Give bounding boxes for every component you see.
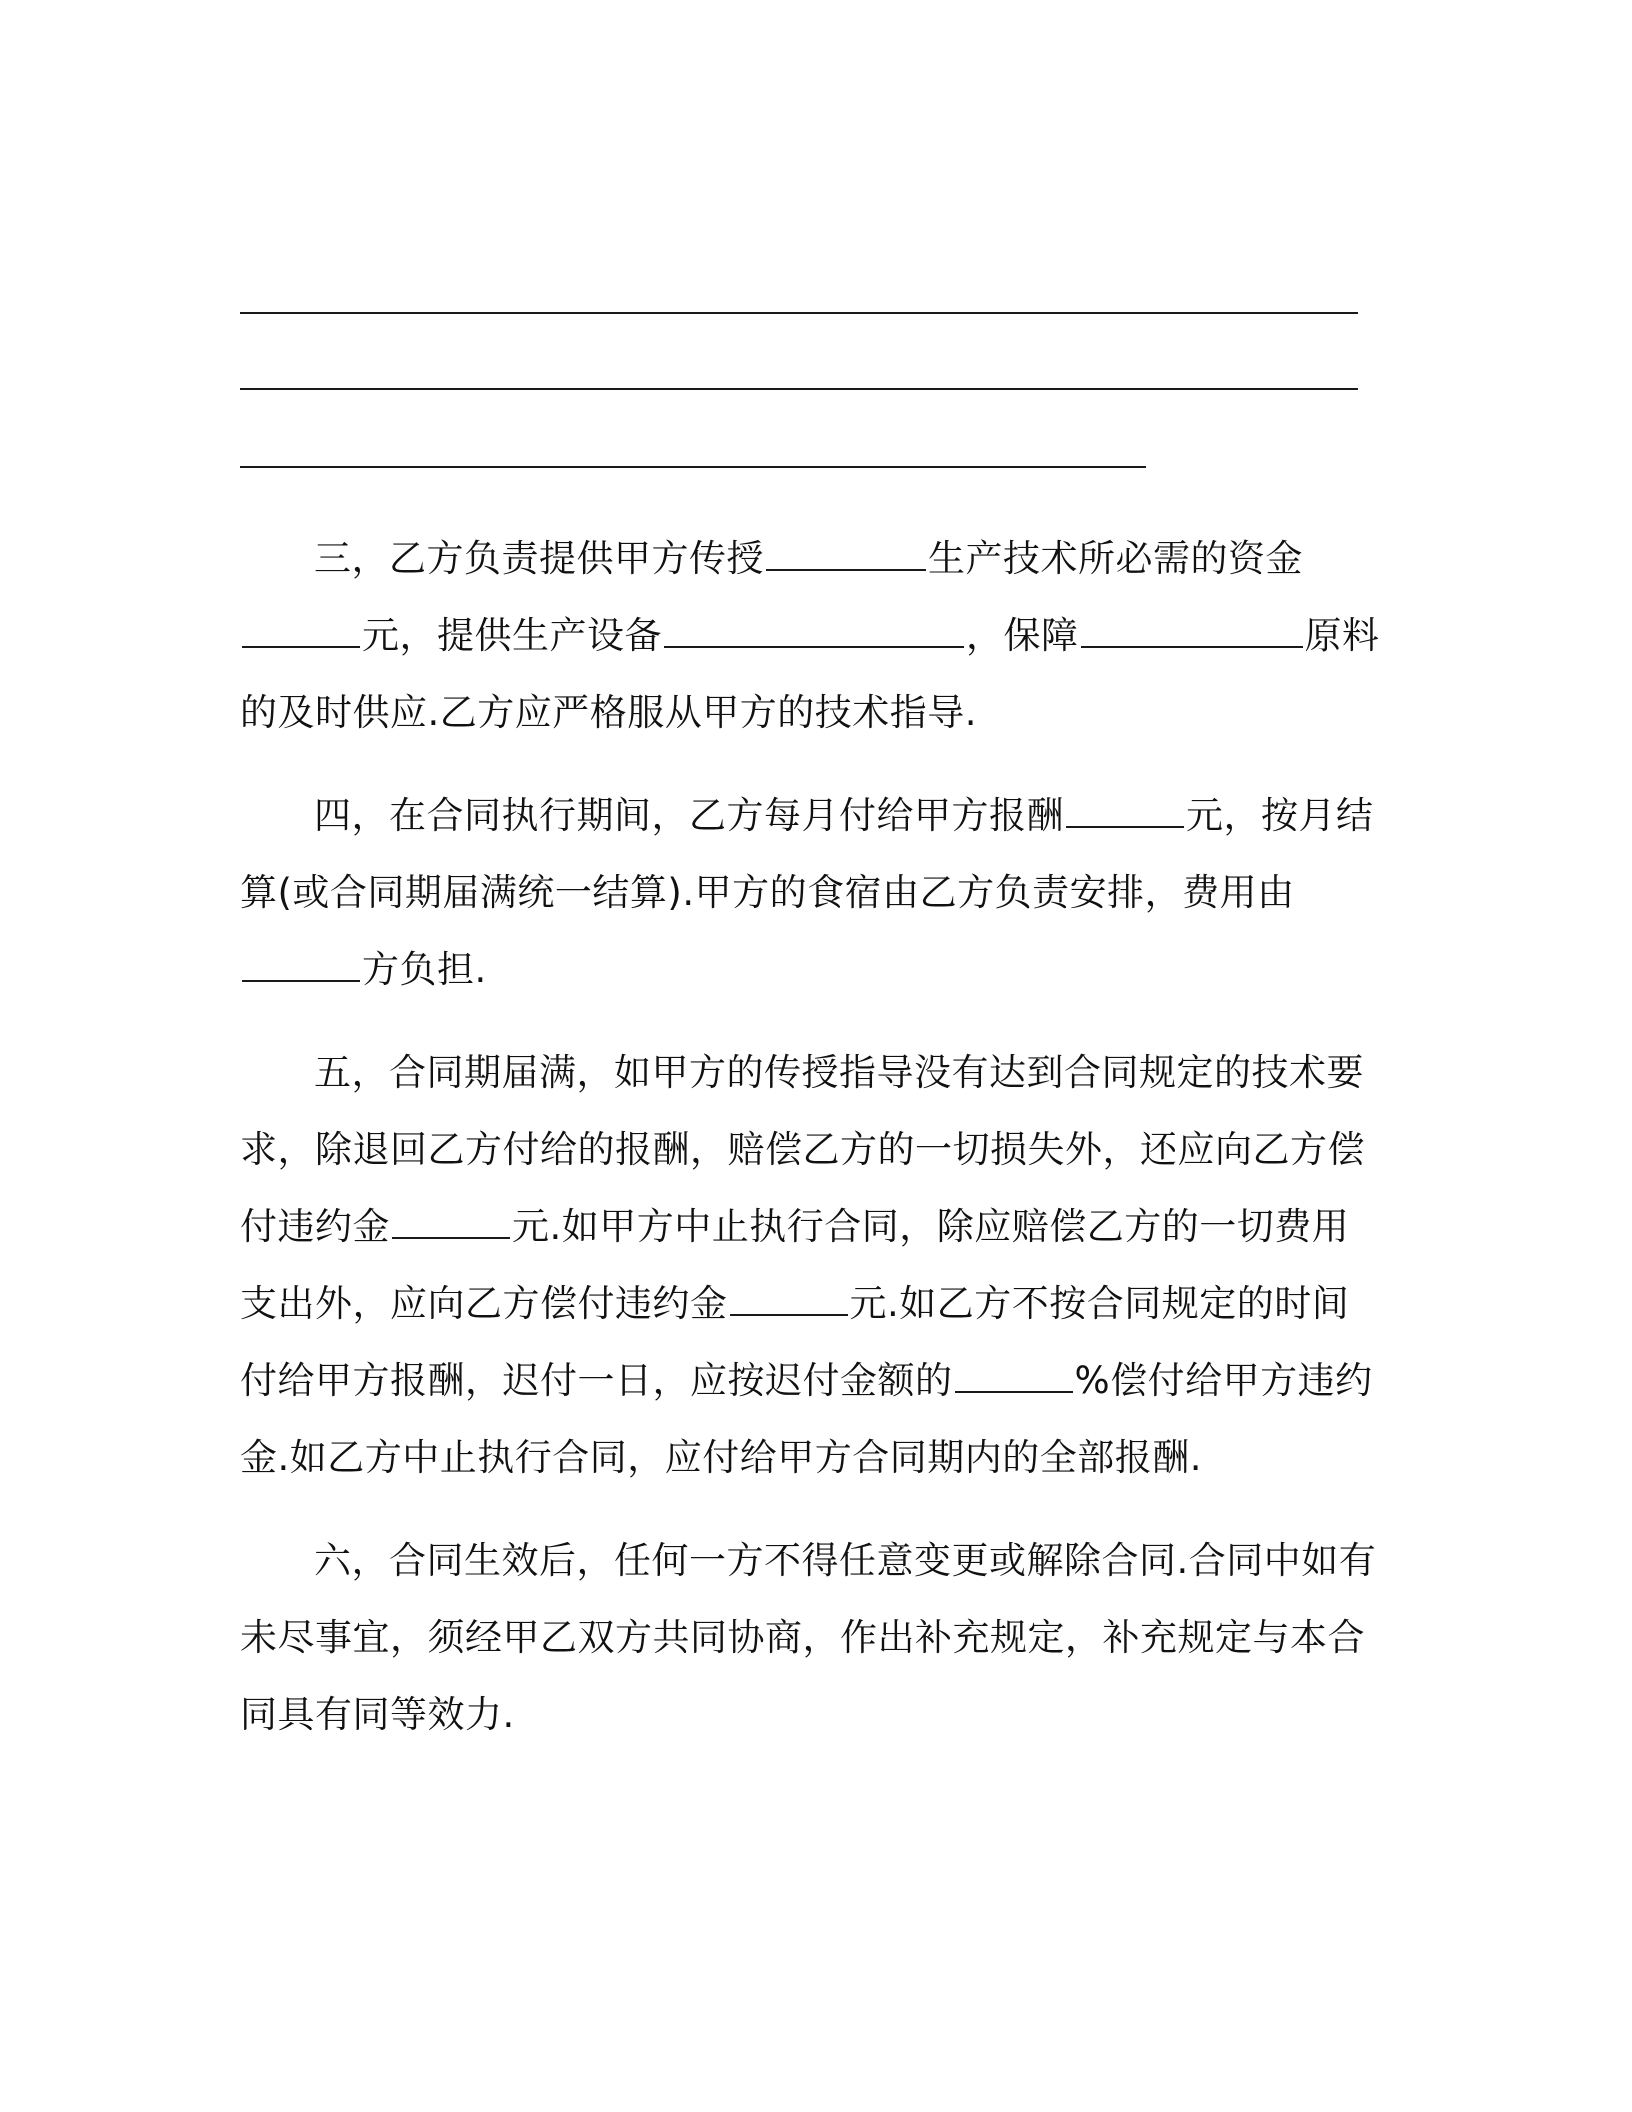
clause-text: 元，提供生产设备 xyxy=(362,614,662,657)
fill-in-blank xyxy=(242,950,360,982)
fill-in-blank xyxy=(664,616,964,648)
clause-text: 方负担. xyxy=(362,948,487,991)
clause-text: 五，合同期届满，如甲方的传授指导没有达到合同规定的技术要求，除退回乙方付给的报酬，赔偿乙方的一切损失外，还应向乙方偿付违约金 xyxy=(240,1051,1365,1248)
fill-in-line xyxy=(240,466,1146,468)
fill-in-line xyxy=(240,312,1358,314)
clause-four xyxy=(240,777,1380,1008)
clause-text: 四，在合同执行期间，乙方每月付给甲方报酬 xyxy=(314,794,1064,837)
fill-in-line xyxy=(240,388,1358,390)
clause-text: 原料的及时供应.乙方应严格服从甲方的技术指导. xyxy=(240,614,1380,734)
fill-in-blank xyxy=(955,1361,1073,1393)
contract-body xyxy=(240,520,1380,1779)
fill-in-blank xyxy=(1081,616,1303,648)
clause-text: 六，合同生效后，任何一方不得任意变更或解除合同.合同中如有未尽事宜，须经甲乙双方共同协商，作出补充规定，补充规定与本合同具有同等效力. xyxy=(240,1539,1377,1736)
clause-five xyxy=(240,1034,1380,1496)
clause-text: %偿付给甲方违约金.如乙方中止执行合同，应付给甲方合同期内的全部报酬. xyxy=(240,1359,1373,1479)
clause-text: 生产技术所必需的资金 xyxy=(928,537,1303,580)
clause-three xyxy=(240,520,1380,751)
clause-text: ，保障 xyxy=(966,614,1079,657)
clause-text: 元，按月结算(或合同期届满统一结算).甲方的食宿由乙方负责安排，费用由 xyxy=(240,794,1374,914)
fill-in-blank xyxy=(766,539,926,571)
clause-text: 元.如甲方中止执行合同，除应赔偿乙方的一切费用支出外，应向乙方偿付违约金 xyxy=(240,1205,1350,1325)
fill-in-blank xyxy=(392,1207,510,1239)
fill-in-blank xyxy=(1066,796,1184,828)
fill-in-blank xyxy=(242,616,360,648)
clause-six xyxy=(240,1522,1380,1753)
clause-text: 元.如乙方不按合同规定的时间付给甲方报酬，迟付一日，应按迟付金额的 xyxy=(240,1282,1350,1402)
clause-text: 三，乙方负责提供甲方传授 xyxy=(314,537,764,580)
fill-in-blank xyxy=(730,1284,848,1316)
